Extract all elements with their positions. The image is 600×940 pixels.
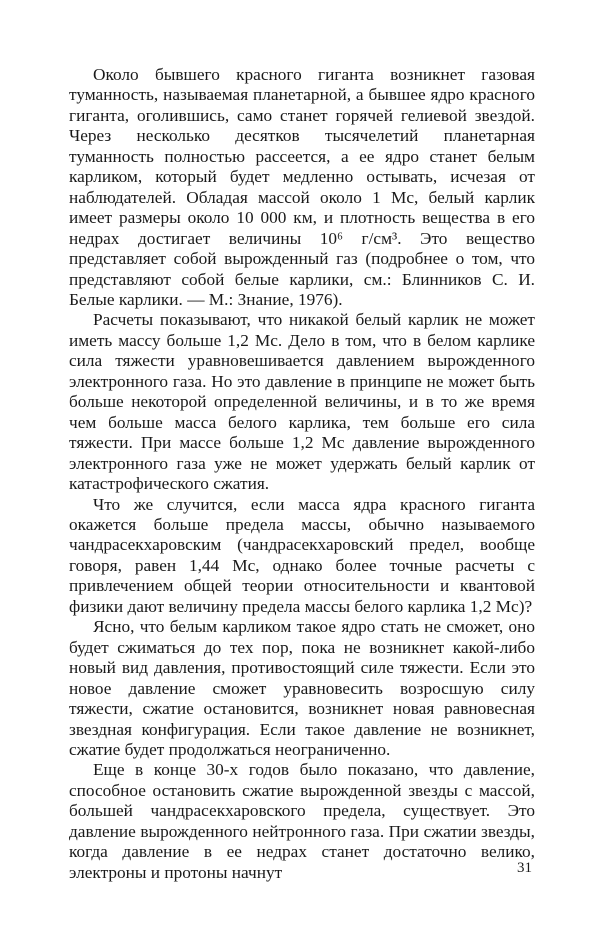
page-number: 31 [517,860,532,876]
paragraph-white-dwarf-mass-limit: Расчеты показывают, что никакой белый карлик не может иметь массу больше 1,2 Mс. Дело в том, что в белом карлике сила тяжести уравновешивается давлением вырожденного электронного газа. Но это давление в принципе не может быть больше некоторой определенной величины, и в то же время чем больше масса белого карлика, тем больше его сила тяжести. При массе больше 1,2 Mс давление вырожденного электронного газа уже не может удержать белый карлик от катастрофического сжатия. [69,310,535,494]
paragraph-new-pressure: Ясно, что белым карликом такое ядро стать не сможет, оно будет сжиматься до тех пор, пока не возникнет какой-либо новый вид давления, противостоящий силе тяжести. Если это новое давление сможет уравновесить возросшую силу тяжести, сжатие остановится, возникнет новая равновесная звездная конфигурация. Если такое давление не возникнет, сжатие будет продолжаться неограниченно. [69,617,535,759]
paragraph-neutron-gas: Еще в конце 30-х годов было показано, что давление, способное остановить сжатие вырожденной звезды с массой, большей чандрасекхаровского предела, существует. Это давление вырожденного нейтронного газа. При сжатии звезды, когда давление в ее недрах станет достаточно велико, электроны и протоны начнут [69,760,535,882]
body-text [69,65,535,883]
paragraph-chandrasekhar-limit: Что же случится, если масса ядра красного гиганта окажется больше предела массы, обычно называемого чандрасекхаровским (чандрасекхаровский предел, вообще говоря, равен 1,44 Mс, однако более точные расчеты с привлечением общей теории относительности и квантовой физики дают величину предела массы белого карлика 1,2 Mс)? [69,494,535,616]
paragraph-planetary-nebula: Около бывшего красного гиганта возникнет газовая туманность, называемая планетарной, а бывшее ядро красного гиганта, оголившись, само станет горячей гелиевой звездой. Через несколько десятков тысячелетий планетарная туманность полностью рассеется, а ее ядро станет белым карликом, который будет медленно остывать, исчезая от наблюдателей. Обладая массой около 1 Mс, белый карлик имеет размеры около 10 000 км, и плотность вещества в его недрах достигает величины 10⁶ г/см³. Это вещество представляет собой вырожденный газ (подробнее о том, что представляют собой белые карлики, см.: Блинников С. И. Белые карлики. — М.: Знание, 1976). [69,65,535,309]
